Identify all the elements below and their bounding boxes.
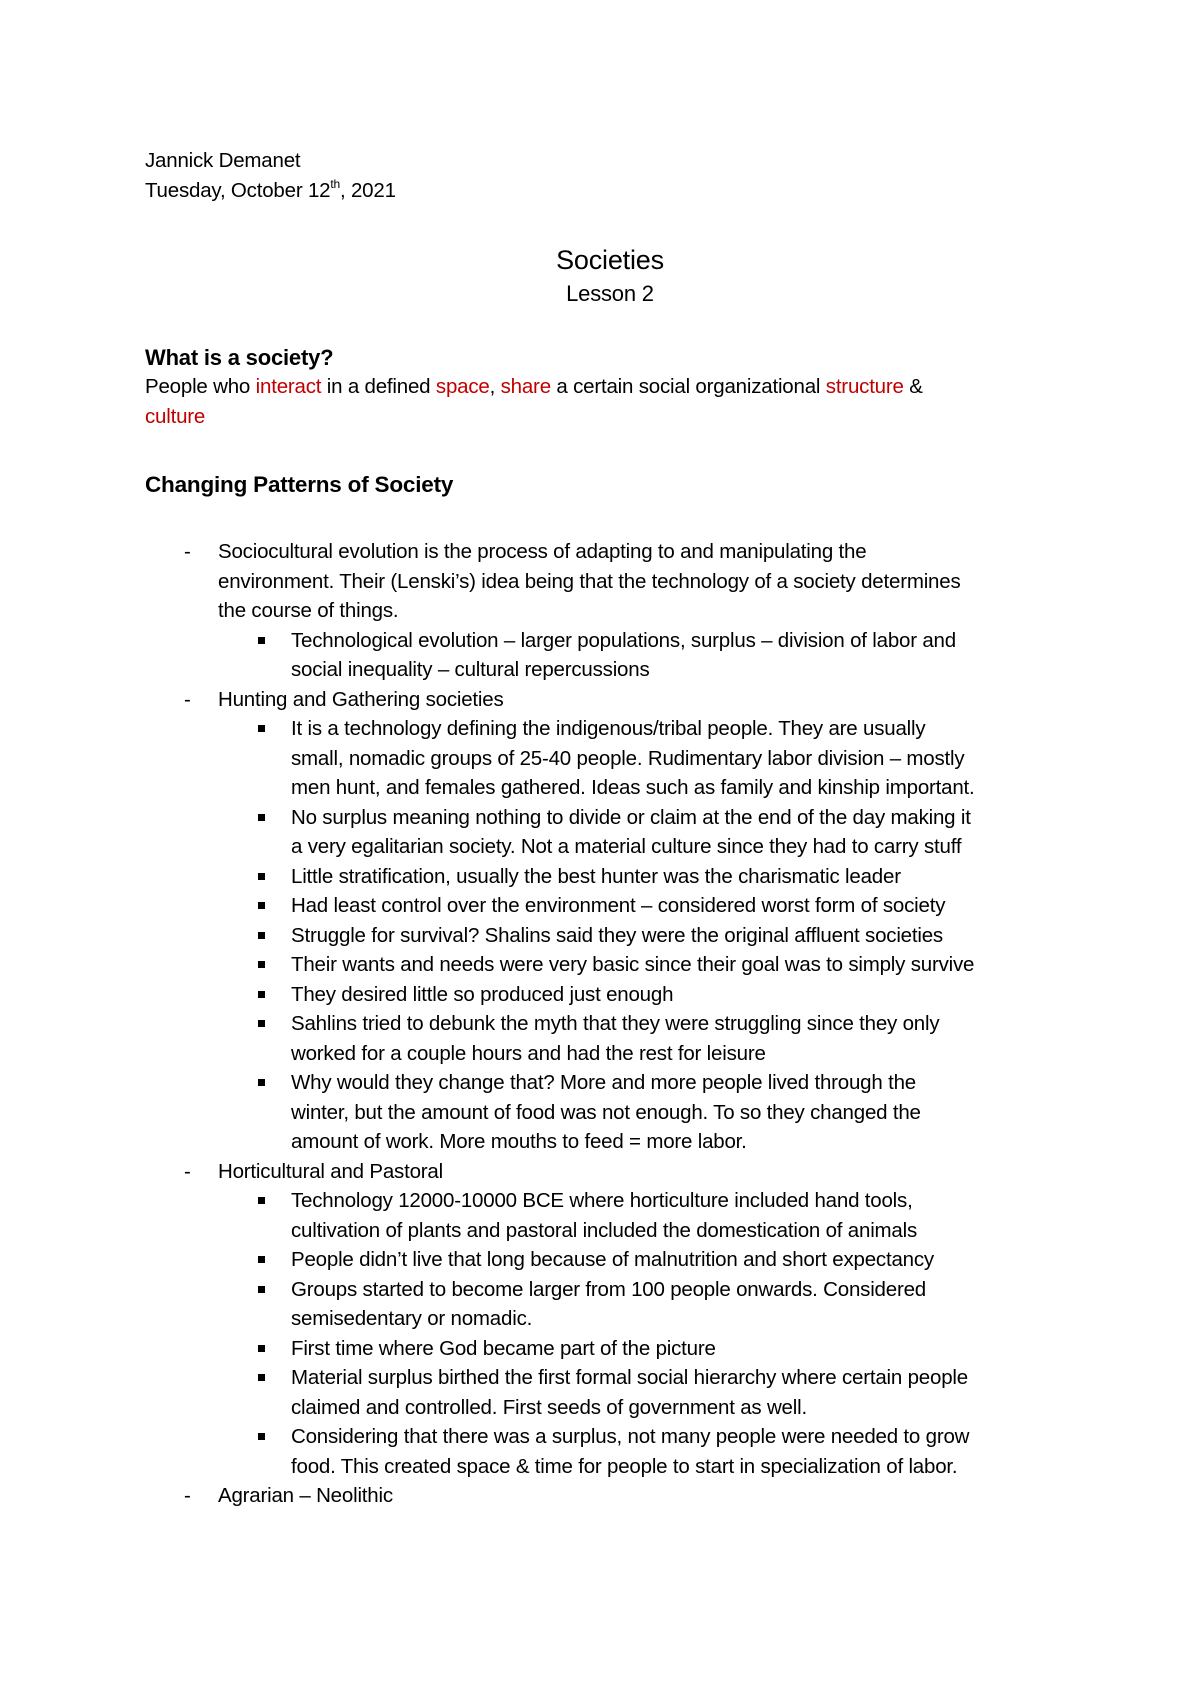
dash-bullet: -: [184, 1159, 191, 1183]
list-item-text: the course of things.: [218, 599, 399, 622]
definition-line: [145, 372, 1075, 402]
sub-list-item-text: Technology 12000-10000 BCE where horticulture included hand tools,: [291, 1189, 913, 1212]
sub-list: [218, 1186, 1075, 1481]
square-bullet-icon: [258, 1345, 265, 1352]
square-bullet-icon: [258, 637, 265, 644]
highlighted-term: culture: [145, 404, 206, 428]
highlighted-term: share: [500, 375, 551, 398]
square-bullet-icon: [258, 1256, 265, 1263]
list-item-text: Hunting and Gathering societies: [218, 687, 504, 711]
sub-list-item-text: No surplus meaning nothing to divide or claim at the end of the day making it: [291, 805, 971, 829]
sub-list-item: [218, 1334, 1075, 1364]
section-heading-society: What is a society?: [145, 345, 334, 370]
sub-list-item-text: Had least control over the environment – considered worst form of society: [291, 894, 946, 917]
square-bullet-icon: [258, 1286, 265, 1293]
sub-list-item: [218, 803, 1075, 862]
sub-list: [218, 714, 1075, 1157]
highlighted-term: interact: [255, 375, 322, 398]
society-definition: [145, 372, 1075, 431]
sub-list-item-text: amount of work. More mouths to feed = more labor.: [291, 1130, 747, 1153]
sub-list-item-text: worked for a couple hours and had the rest for leisure: [291, 1041, 766, 1065]
square-bullet-icon: [258, 814, 265, 821]
sub-list-item: [218, 950, 1075, 980]
sub-list-item: [218, 1245, 1075, 1275]
sub-list-item-text: a very egalitarian society. Not a material culture since they had to carry stuff: [291, 835, 962, 858]
list-item-text: Agrarian – Neolithic: [218, 1484, 393, 1507]
square-bullet-icon: [258, 725, 265, 732]
title-block: [145, 243, 1075, 311]
square-bullet-icon: [258, 902, 265, 909]
sub-list-item-text: Groups started to become larger from 100 people onwards. Considered: [291, 1277, 926, 1301]
sub-list-item-text: semisedentary or nomadic.: [291, 1307, 533, 1330]
sub-list-item-text: small, nomadic groups of 25-40 people. Rudimentary labor division – mostly: [291, 746, 965, 770]
definition-text: in a defined: [321, 375, 436, 398]
patterns-list: [145, 537, 1075, 1511]
sub-list-item: [218, 1009, 1075, 1068]
sub-list-item-text: food. This created space & time for people to start in specialization of labor.: [291, 1454, 958, 1478]
sub-list-item: [218, 626, 1075, 685]
sub-list-item-text: men hunt, and females gathered. Ideas such as family and kinship important.: [291, 776, 975, 799]
sub-list-item: [218, 714, 1075, 803]
sub-list-item: [218, 921, 1075, 951]
sub-list-item-text: Why would they change that? More and more people lived through the: [291, 1071, 916, 1094]
square-bullet-icon: [258, 873, 265, 880]
square-bullet-icon: [258, 1433, 265, 1440]
page-title: Societies: [556, 245, 664, 275]
sub-list-item-text: Technological evolution – larger populations, surplus – division of labor and: [291, 628, 956, 652]
sub-list-item-text: Their wants and needs were very basic since their goal was to simply survive: [291, 953, 975, 976]
highlighted-term: structure: [825, 375, 904, 398]
sub-list-item-text: social inequality – cultural repercussions: [291, 658, 650, 681]
square-bullet-icon: [258, 961, 265, 968]
sub-list-item-text: Struggle for survival? Shalins said they were the original affluent societies: [291, 923, 943, 947]
document-date: Tuesday, October 12th, 2021: [145, 176, 396, 202]
square-bullet-icon: [258, 1374, 265, 1381]
sub-list: [218, 626, 1075, 685]
document-content: [145, 146, 1075, 1511]
sub-list-item-text: winter, but the amount of food was not enough. To so they changed the: [291, 1100, 921, 1124]
dash-bullet: -: [184, 540, 191, 563]
dash-bullet: -: [184, 1484, 191, 1507]
sub-list-item-text: cultivation of plants and pastoral included the domestication of animals: [291, 1218, 918, 1242]
page-subtitle: Lesson 2: [566, 281, 654, 306]
definition-text: &: [903, 375, 923, 398]
list-item-text: environment. Their (Lenski’s) idea being that the technology of a society determines: [218, 569, 961, 593]
sub-list-item: [218, 1275, 1075, 1334]
sub-list-item-text: claimed and controlled. First seeds of government as well.: [291, 1395, 807, 1419]
author-name: Jannick Demanet: [145, 149, 301, 172]
sub-list-item: [218, 891, 1075, 921]
definition-text: People who: [145, 375, 256, 398]
sub-list-item: [218, 1068, 1075, 1157]
list-item: [145, 537, 1075, 685]
sub-list-item-text: Little stratification, usually the best hunter was the charismatic leader: [291, 864, 901, 888]
list-item: [145, 1481, 1075, 1511]
square-bullet-icon: [258, 1079, 265, 1086]
highlighted-term: space: [435, 375, 490, 398]
definition-line: [145, 402, 1075, 432]
sub-list-item-text: They desired little so produced just enough: [291, 982, 674, 1006]
square-bullet-icon: [258, 1020, 265, 1027]
sub-list-item: [218, 1363, 1075, 1422]
section-heading-patterns: Changing Patterns of Society: [145, 472, 454, 497]
sub-list-item-text: First time where God became part of the picture: [291, 1336, 716, 1360]
square-bullet-icon: [258, 1197, 265, 1204]
square-bullet-icon: [258, 932, 265, 939]
list-item: [145, 1157, 1075, 1482]
sub-list-item-text: Sahlins tried to debunk the myth that they were struggling since they only: [291, 1012, 940, 1035]
list-item-text: Sociocultural evolution is the process of adapting to and manipulating the: [218, 540, 867, 563]
sub-list-item: [218, 980, 1075, 1010]
list-item-text: Horticultural and Pastoral: [218, 1159, 443, 1183]
sub-list-item-text: It is a technology defining the indigenous/tribal people. They are usually: [291, 717, 926, 740]
definition-text: ,: [489, 375, 501, 398]
sub-list-item: [218, 1422, 1075, 1481]
definition-text: a certain social organizational: [550, 375, 826, 398]
square-bullet-icon: [258, 991, 265, 998]
sub-list-item-text: Material surplus birthed the first formal social hierarchy where certain people: [291, 1366, 968, 1389]
sub-list-item: [218, 1186, 1075, 1245]
list-item: [145, 685, 1075, 1157]
dash-bullet: -: [184, 687, 191, 711]
sub-list-item-text: People didn’t live that long because of malnutrition and short expectancy: [291, 1248, 934, 1271]
sub-list-item-text: Considering that there was a surplus, not many people were needed to grow: [291, 1425, 970, 1448]
sub-list-item: [218, 862, 1075, 892]
